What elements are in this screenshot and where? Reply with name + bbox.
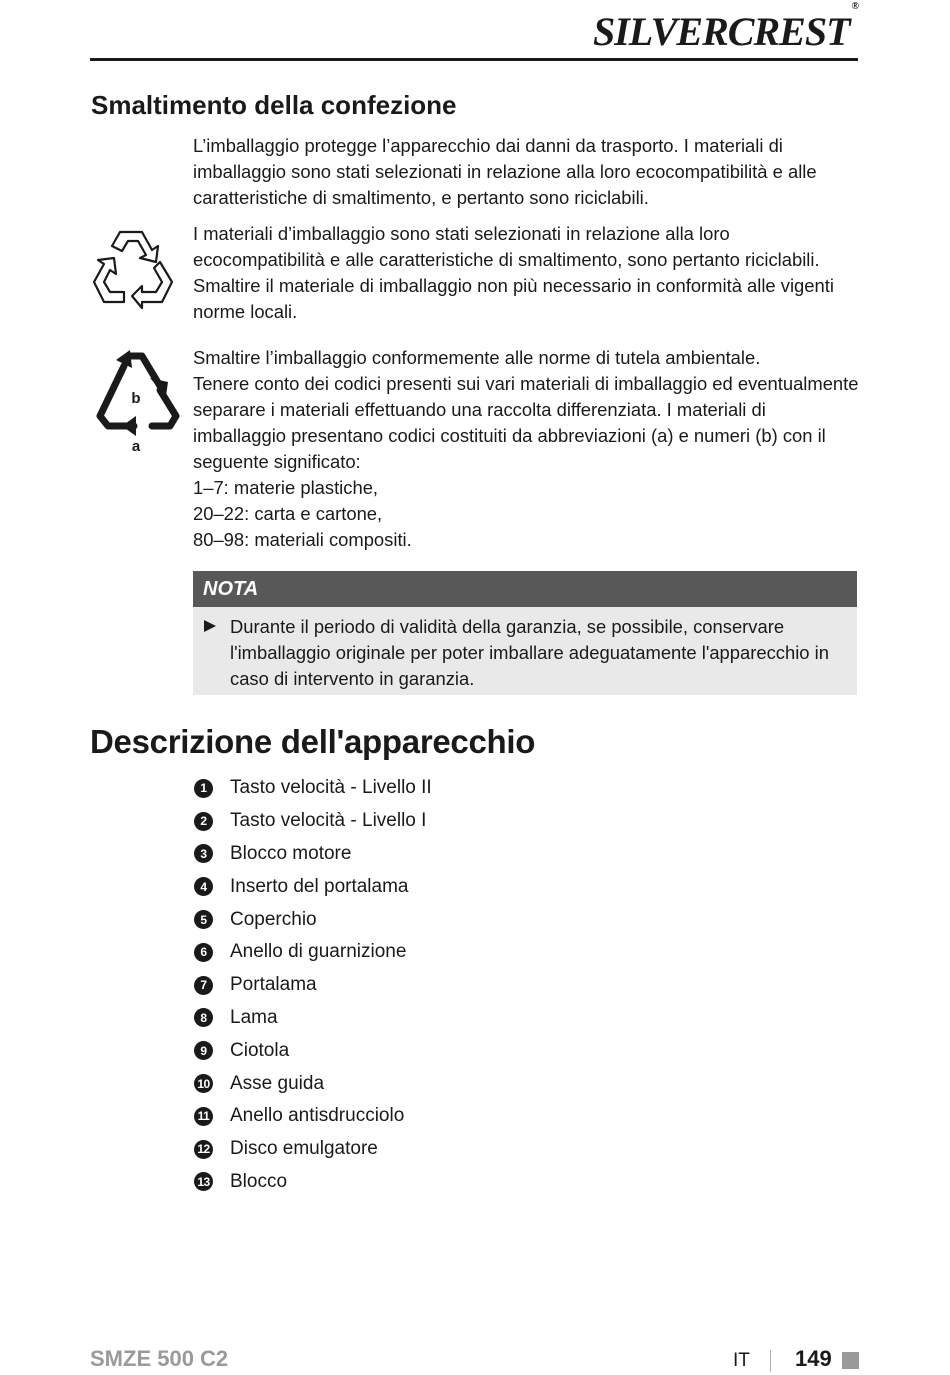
packaging-paragraph-3 [193, 345, 859, 553]
registered-mark: ® [851, 0, 858, 12]
list-item [194, 903, 432, 936]
part-label: Coperchio [230, 908, 317, 930]
recycling-code-triangle-icon [90, 348, 182, 454]
code-line-paper: 20–22: carta e cartone, [193, 503, 383, 524]
packaging-paragraph-2 [193, 221, 859, 325]
list-item [194, 969, 432, 1002]
number-badge: 10 [194, 1074, 213, 1093]
number-badge: 9 [194, 1041, 213, 1060]
part-label: Tasto velocità - Livello II [230, 777, 432, 799]
list-item [194, 772, 432, 805]
part-label: Blocco [230, 1170, 288, 1192]
list-item [194, 1067, 432, 1100]
number-badge: 4 [194, 877, 213, 896]
part-label: Disco emulgatore [230, 1138, 378, 1160]
part-label: Anello antisdrucciolo [230, 1105, 405, 1127]
recycling-arrows-icon [90, 224, 182, 310]
list-item [194, 1133, 432, 1166]
section-title-description: Descrizione dell'apparecchio [90, 723, 536, 760]
packaging-paragraph-1 [193, 133, 859, 211]
brand-name: SILVERCREST [592, 9, 850, 54]
note-heading: NOTA [193, 571, 857, 607]
list-item [194, 1100, 432, 1133]
code-line-composites: 80–98: materiali compositi. [193, 529, 412, 550]
number-badge: 3 [194, 844, 213, 863]
footer-model: SMZE 500 C2 [90, 1346, 229, 1371]
note-text: Durante il periodo di validità della garanzia, se possibile, conservare l'imballaggio originale per poter imballare adeguatamente l'apparecchio in caso di intervento in garanzia. [230, 616, 829, 689]
part-label: Portalama [230, 974, 317, 996]
part-label: Inserto del portalama [230, 875, 409, 897]
list-item [194, 1166, 432, 1199]
part-label: Blocco motore [230, 842, 352, 864]
number-badge: 11 [194, 1107, 213, 1126]
code-label-b: b [131, 390, 141, 407]
footer-divider [770, 1350, 771, 1372]
part-label: Ciotola [230, 1039, 290, 1061]
part-label: Anello di guarnizione [230, 941, 407, 963]
code-label-a: a [131, 438, 141, 454]
list-item [194, 1034, 432, 1067]
brand-logo [592, 0, 858, 55]
number-badge: 6 [194, 943, 213, 962]
header-rule [90, 58, 858, 61]
part-label: Lama [230, 1006, 278, 1028]
paragraph-line: Tenere conto dei codici presenti sui vari materiali di imballaggio ed eventualmente separare i materiali effettuando una raccolta differenziata. I materiali di imballaggio presentano codici costituiti da abbreviazioni (a) e numeri (b) con il seguente significato: [193, 373, 859, 472]
note-box [193, 571, 857, 695]
list-item [194, 805, 432, 838]
part-label: Asse guida [230, 1072, 325, 1094]
number-badge: 1 [194, 779, 213, 798]
list-item [194, 1002, 432, 1035]
page-number: 149 [795, 1346, 832, 1371]
paragraph-text: I materiali d’imballaggio sono stati selezionati in relazione alla loro ecocompatibilità e alle caratteristiche di smaltimento, sono pertanto riciclabili. Smaltire il materiale di imballaggio non più necessario in conformità alle vigenti norme locali. [193, 223, 834, 322]
number-badge: 12 [194, 1140, 213, 1159]
list-item [194, 838, 432, 871]
code-line-plastics: 1–7: materie plastiche, [193, 477, 379, 498]
parts-list [194, 772, 432, 1198]
number-badge: 7 [194, 976, 213, 995]
number-badge: 5 [194, 910, 213, 929]
footer-language: IT [733, 1350, 750, 1371]
part-label: Tasto velocità - Livello I [230, 810, 427, 832]
section-title-packaging: Smaltimento della confezione [91, 90, 457, 120]
number-badge: 13 [194, 1172, 213, 1191]
number-badge: 8 [194, 1008, 213, 1027]
list-item [194, 936, 432, 969]
paragraph-line: Smaltire l’imballaggio conformemente alle norme di tutela ambientale. [193, 347, 761, 368]
list-item [194, 870, 432, 903]
number-badge: 2 [194, 812, 213, 831]
arrow-right-icon [204, 620, 216, 632]
page-marker-square [842, 1352, 859, 1369]
note-body [193, 607, 857, 692]
paragraph-text: L’imballaggio protegge l’apparecchio dai danni da trasporto. I materiali di imballaggio sono stati selezionati in relazione alla loro ecocompatibilità e alle caratteristiche di smaltimento, e pertanto sono riciclabili. [193, 135, 817, 208]
